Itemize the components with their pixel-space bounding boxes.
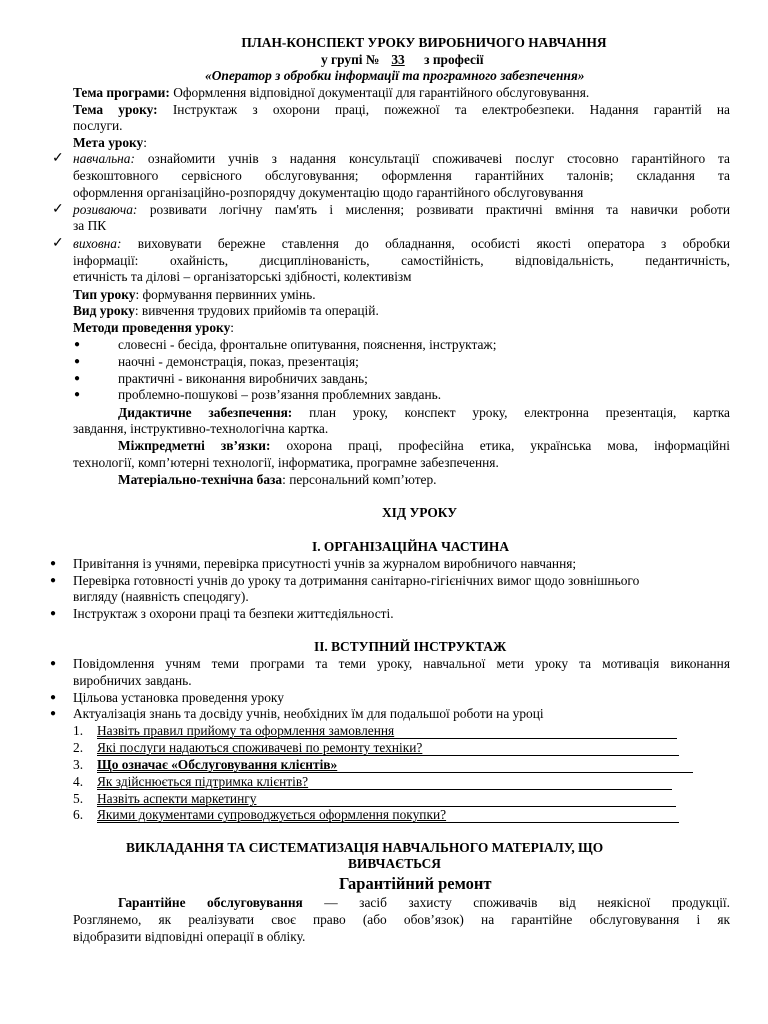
bullet-icon: ● (50, 575, 57, 586)
goal-upbringing (73, 236, 730, 253)
document-title: ПЛАН-КОНСПЕКТ УРОКУ ВИРОБНИЧОГО НАВЧАННЯ (241, 35, 607, 50)
question-item: Що означає «Обслуговування клієнтів» (97, 757, 693, 773)
question-item: Якими документами супроводжується оформлення покупки? (97, 807, 679, 823)
bullet-icon: ● (50, 708, 57, 719)
bullet-icon: ● (50, 608, 57, 619)
bullet-icon: ● (74, 339, 81, 350)
goal-educational (73, 151, 730, 168)
question-item: Назвіть правил прийому та оформлення замовлення (97, 723, 677, 739)
question-item: Які послуги надаються споживачеві по ремонту техніки? (97, 740, 679, 756)
section1-item: Інструктаж з охорони праці та безпеки життєдіяльності. (73, 606, 394, 621)
question-item: Назвіть аспекти маркетингу (97, 791, 676, 807)
course-title: ХІД УРОКУ (382, 505, 458, 520)
interdisciplinary-line2: технології, комп’ютерні технології, інформатика, програмне забезпечення. (73, 455, 499, 470)
goal-upbringing-line2: інформації: охайність, дисциплінованість, самостійність, відповідальність, педантичність, (73, 253, 730, 268)
goal-upbringing-label: виховна: (73, 236, 122, 251)
question-number: 4. (73, 774, 84, 789)
question-number: 2. (73, 740, 84, 755)
goal-upbringing-line3: етичність та ділові – організаторські здібності, колективізм (73, 269, 412, 284)
lesson-type-label: Тип уроку (73, 287, 136, 302)
lesson-theme-line1: Інструктаж з охорони праці, пожежної та електробезпеки. Надання гарантій на (172, 102, 731, 117)
section1-item: Перевірка готовності учнів до уроку та дотримання санітарно-гігієнічних вимог щодо зовнішнього (73, 573, 640, 588)
program-theme-label: Тема програми: (73, 85, 170, 100)
check-icon: ✓ (52, 202, 64, 217)
interdisciplinary-line1: охорона праці, професійна етика, українська мова, інформаційні (286, 438, 730, 453)
method-item: словесні - бесіда, фронтальне опитування, пояснення, інструктаж; (118, 337, 497, 352)
didactic (118, 405, 730, 422)
bullet-icon: ● (74, 373, 81, 384)
lesson-theme (73, 102, 730, 119)
section3-title-line2: ВИВЧАЄТЬСЯ (348, 856, 441, 871)
bullet-icon: ● (50, 692, 57, 703)
check-icon: ✓ (52, 151, 64, 166)
method-item: практичні - виконання виробничих завдань; (118, 371, 368, 386)
material-base (118, 472, 437, 489)
goal-developing (73, 202, 730, 219)
question-number: 6. (73, 807, 84, 822)
method-item: наочні - демонстрація, показ, презентація; (118, 354, 359, 369)
warranty-term: Гарантійне обслуговування (118, 895, 303, 910)
lesson-type (73, 287, 316, 304)
warranty-line2: Розглянемо, як реалізувати своє право (або обов’язок) на гарантійне обслуговування і як (73, 912, 730, 927)
warranty-line1: — засіб захисту споживачів від неякісної продукції. (302, 895, 730, 910)
question-number: 3. (73, 757, 84, 772)
methods-heading: Методи проведення уроку: (73, 320, 235, 335)
warranty-paragraph (118, 895, 730, 912)
goal-educational-line2: безкоштовного сервісного обслуговування; оформлення гарантійних талонів; складання та (73, 168, 730, 183)
section2-item-cont: виробничих завдань. (73, 673, 192, 688)
didactic-line2: завдання, інструктивно-технологічна картка. (73, 421, 329, 436)
section1-item-cont: вигляду (наявність спецодягу). (73, 589, 249, 604)
lesson-type-text: : формування первинних умінь. (135, 287, 316, 302)
section2-item: Цільова установка проведення уроку (73, 690, 284, 705)
interdisciplinary-label: Міжпредметні зв’язки: (118, 438, 271, 453)
section2-item: Актуалізація знань та досвіду учнів, необхідних їм для подальшої роботи на уроці (73, 706, 544, 721)
section1-title: І. ОРГАНІЗАЦІЙНА ЧАСТИНА (312, 539, 510, 554)
lesson-theme-label: Тема уроку: (73, 102, 158, 117)
material-base-text: : персональний комп’ютер. (282, 472, 437, 487)
group-number: 33 (391, 52, 405, 67)
lesson-kind (73, 303, 379, 320)
question-number: 1. (73, 723, 84, 738)
bullet-icon: ● (50, 658, 57, 669)
question-item: Як здійснюється підтримка клієнтів? (97, 774, 672, 790)
program-theme-text: Оформлення відповідної документації для гарантійного обслуговування. (173, 85, 590, 100)
check-icon: ✓ (52, 236, 64, 251)
bullet-icon: ● (74, 389, 81, 400)
section3-subtitle: Гарантійний ремонт (339, 874, 492, 893)
lesson-theme-line2: послуги. (73, 118, 123, 133)
goal-educational-label: навчальна: (73, 151, 135, 166)
goal-developing-label: розиваюча: (73, 202, 138, 217)
goal-heading: Мета уроку: (73, 135, 147, 150)
didactic-label: Дидактичне забезпечення: (118, 405, 293, 420)
group-prefix: у групі № (321, 52, 380, 67)
section3-title: ВИКЛАДАННЯ ТА СИСТЕМАТИЗАЦІЯ НАВЧАЛЬНОГО МАТЕРІАЛУ, ЩО (126, 840, 604, 855)
group-suffix: з професії (424, 52, 484, 67)
profession: «Оператор з обробки інформації та програмного забезпечення» (205, 68, 585, 83)
section1-item: Привітання із учнями, перевірка присутності учнів за журналом виробничого навчання; (73, 556, 577, 571)
section2-title: ІІ. ВСТУПНИЙ ІНСТРУКТАЖ (314, 639, 507, 654)
material-base-label: Матеріально-технічна база (118, 472, 283, 487)
program-theme (73, 85, 589, 102)
goal-developing-line2: за ПК (73, 218, 107, 233)
didactic-line1: план уроку, конспект уроку, електронна презентація, картка (309, 405, 730, 420)
question-number: 5. (73, 791, 84, 806)
lesson-kind-text: : вивчення трудових прийомів та операцій. (134, 303, 379, 318)
goal-educational-line3: оформлення організаційно-розпорядчу документацію щодо гарантійного обслуговування (73, 185, 584, 200)
goal-upbringing-line1: виховувати бережне ставлення до обладнання, особисті якості оператора з обробки (137, 236, 730, 251)
section2-item: Повідомлення учням теми програми та теми уроку, навчальної мети уроку та мотивація виконання (73, 656, 730, 671)
goal-educational-line1: ознайомити учнів з надання консультації споживачеві послуг стосовно гарантійного та (147, 151, 730, 166)
method-item: проблемно-пошукові – розв’язання проблемних завдань. (118, 387, 442, 402)
lesson-kind-label: Вид уроку (73, 303, 135, 318)
bullet-icon: ● (50, 558, 57, 569)
goal-developing-line1: розвивати логічну пам'ять і мислення; розвивати практичні вміння та навички роботи (149, 202, 730, 217)
warranty-line3: відобразити відповідні операції в обліку. (73, 929, 306, 944)
interdisciplinary (118, 438, 730, 455)
bullet-icon: ● (74, 356, 81, 367)
group-line (321, 52, 483, 69)
